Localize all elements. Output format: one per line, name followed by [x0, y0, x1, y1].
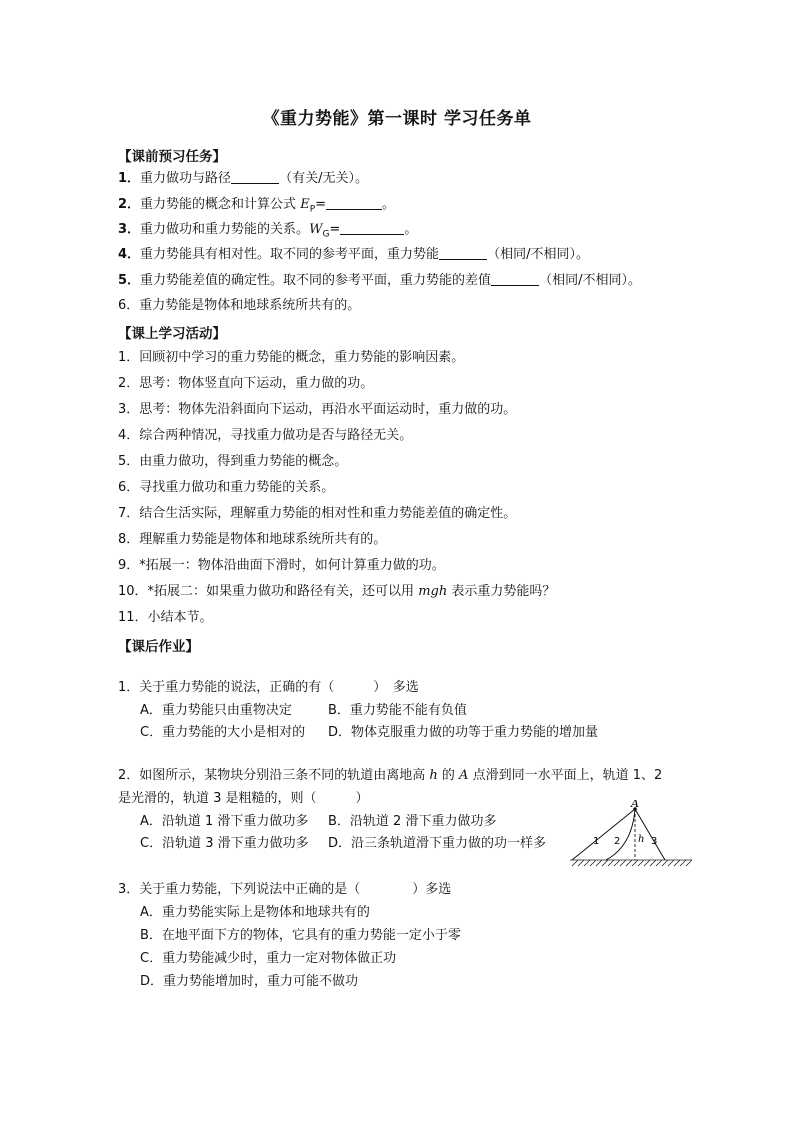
class-item: 3．思考：物体先沿斜面向下运动，再沿水平面运动时，重力做的功。: [118, 402, 517, 417]
preview-item-4: [118, 246, 589, 264]
track-2-curve: [606, 809, 635, 860]
item-tail: 。: [404, 222, 418, 237]
item-tail: 。: [382, 197, 396, 212]
item-text: 10．*拓展二：如果重力做功和路径有关，还可以用: [118, 584, 419, 599]
class-item: 6．寻找重力做功和重力势能的关系。: [118, 480, 335, 495]
q2-option-b[interactable]: B．沿轨道 2 滑下重力做功多: [328, 814, 497, 829]
preview-item-1: [118, 170, 368, 188]
item-text: 表示重力势能吗？: [447, 584, 556, 599]
class-item: 9．*拓展一：物体沿曲面下滑时，如何计算重力做的功。: [118, 558, 445, 573]
class-item: 2．思考：物体竖直向下运动，重力做的功。: [118, 376, 374, 391]
section-class-heading: 【课上学习活动】: [118, 326, 226, 342]
q3-option-a[interactable]: A．重力势能实际上是物体和地球共有的: [140, 905, 370, 920]
q1-option-a[interactable]: A．重力势能只由重物决定: [140, 703, 292, 718]
label-height-h: h: [638, 834, 645, 845]
label-track-2: 2: [614, 836, 621, 847]
class-item: 7．结合生活实际，理解重力势能的相对性和重力势能差值的确定性。: [118, 506, 517, 521]
item-text: 重力势能的概念和计算公式: [140, 197, 301, 212]
track-diagram: [564, 800, 700, 868]
variable-h: h: [429, 768, 438, 783]
item-number: 2．: [118, 197, 141, 212]
item-number: 4．: [118, 247, 141, 262]
item-tail: （有关/无关）。: [279, 171, 368, 186]
section-homework-heading: 【课后作业】: [118, 639, 199, 655]
preview-item-6: [118, 297, 360, 315]
ground-hatching: [570, 860, 692, 866]
label-track-1: 1: [593, 836, 600, 847]
class-item: 1．回顾初中学习的重力势能的概念，重力势能的影响因素。: [118, 350, 465, 365]
preview-item-3: [118, 221, 417, 244]
class-item: 8．理解重力势能是物体和地球系统所共有的。: [118, 532, 387, 547]
class-item: 5．由重力做功，得到重力势能的概念。: [118, 454, 348, 469]
q3-option-c[interactable]: C．重力势能减少时，重力一定对物体做正功: [140, 951, 397, 966]
question-1-stem: 1．关于重力势能的说法，正确的有（ ） 多选: [118, 680, 419, 695]
q3-option-b[interactable]: B．在地平面下方的物体，它具有的重力势能一定小于零: [140, 928, 461, 943]
answer-blank[interactable]: [491, 272, 539, 286]
page-title: 《重力势能》第一课时 学习任务单: [262, 109, 532, 129]
variable-mgh: mgh: [418, 584, 448, 599]
stem-text: 2．如图所示，某物块分别沿三条不同的轨道由离地高: [118, 768, 430, 783]
answer-blank[interactable]: [340, 221, 404, 235]
item-text: 重力做功和重力势能的关系。: [140, 222, 310, 237]
q1-option-d[interactable]: D．物体克服重力做的功等于重力势能的增加量: [328, 725, 599, 740]
equals-sign: =: [315, 197, 327, 212]
class-item-10: [118, 583, 555, 601]
label-point-a: A: [631, 800, 639, 810]
item-text: 重力做功与路径: [140, 171, 232, 186]
item-text: 重力势能差值的确定性。取不同的参考平面，重力势能的差值: [140, 273, 492, 288]
q2-option-a[interactable]: A．沿轨道 1 滑下重力做功多: [140, 814, 309, 829]
item-number: 6．: [118, 298, 140, 313]
variable-w: W: [309, 222, 323, 237]
item-tail: （相同/不相同）。: [487, 247, 589, 262]
item-tail: （相同/不相同）。: [539, 273, 641, 288]
q1-option-c[interactable]: C．重力势能的大小是相对的: [140, 725, 306, 740]
track-1-line: [572, 809, 635, 860]
subscript-g: G: [322, 229, 330, 240]
question-2-stem-line1: [118, 767, 662, 785]
answer-blank[interactable]: [439, 246, 487, 260]
item-text: 重力势能具有相对性。取不同的参考平面，重力势能: [140, 247, 440, 262]
item-text: 重力势能是物体和地球系统所共有的。: [139, 298, 361, 313]
class-item: 4．综合两种情况，寻找重力做功是否与路径无关。: [118, 428, 413, 443]
item-number: 3．: [118, 222, 141, 237]
variable-a: A: [459, 768, 469, 783]
q1-option-b[interactable]: B．重力势能不能有负值: [328, 703, 467, 718]
stem-text: 的: [437, 768, 460, 783]
variable-e: E: [300, 197, 310, 212]
equals-sign: =: [329, 222, 341, 237]
question-2-stem-line2: 是光滑的，轨道 3 是粗糙的，则（ ）: [118, 791, 369, 806]
answer-blank[interactable]: [231, 170, 279, 184]
item-number: 5．: [118, 273, 141, 288]
stem-text: 点滑到同一水平面上，轨道 1、2: [468, 768, 663, 783]
preview-item-2: [118, 196, 395, 219]
label-track-3: 3: [651, 836, 658, 847]
answer-blank[interactable]: [326, 196, 382, 210]
class-item: 11．小结本节。: [118, 610, 213, 625]
q2-option-d[interactable]: D．沿三条轨道滑下重力做的功一样多: [328, 836, 547, 851]
q3-option-d[interactable]: D．重力势能增加时，重力可能不做功: [140, 974, 359, 989]
preview-item-5: [118, 272, 641, 290]
q2-option-c[interactable]: C．沿轨道 3 滑下重力做功多: [140, 836, 309, 851]
question-3-stem: 3．关于重力势能，下列说法中正确的是（ ）多选: [118, 882, 452, 897]
item-number: 1．: [118, 171, 141, 186]
section-preview-heading: 【课前预习任务】: [118, 149, 226, 165]
subscript-p: P: [309, 204, 316, 215]
